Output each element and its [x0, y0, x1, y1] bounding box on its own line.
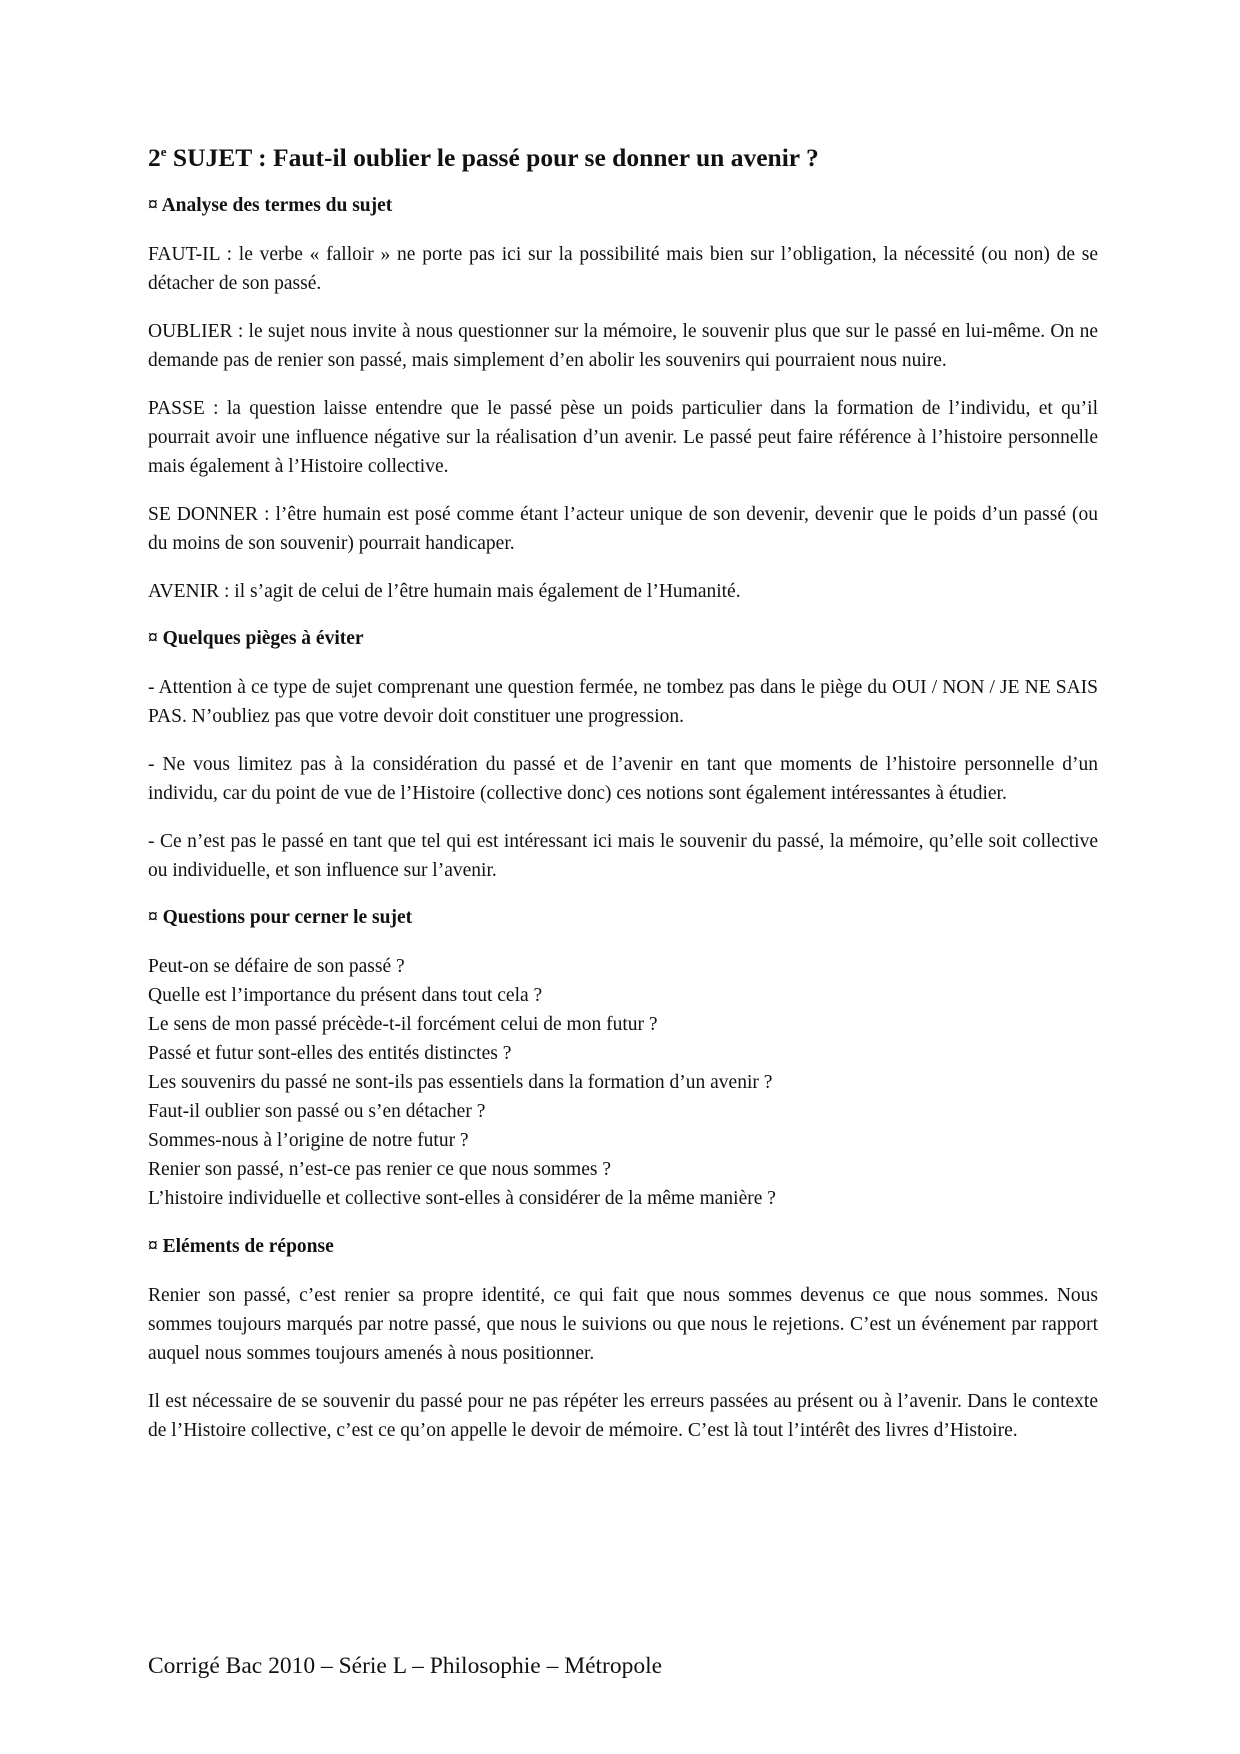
question-item: Le sens de mon passé précède-t-il forcément celui de mon futur ? — [148, 1014, 658, 1035]
answer-paragraph: Il est nécessaire de se souvenir du passé pour ne pas répéter les erreurs passées au présent ou à l’avenir. Dans le contexte de l’Histoire collective, c’est ce qu’on appelle le devoir de mémoire. C’est là tout l’intérêt des livres d’Histoire. — [148, 1391, 1098, 1441]
question-item: Renier son passé, n’est-ce pas renier ce que nous sommes ? — [148, 1159, 611, 1180]
section-marker: ¤ — [148, 195, 158, 216]
question-item: Peut-on se défaire de son passé ? — [148, 956, 405, 977]
question-item: Passé et futur sont-elles des entités distinctes ? — [148, 1043, 512, 1064]
title-number: 2 — [148, 143, 161, 172]
section-marker: ¤ — [148, 907, 158, 928]
page-footer: Corrigé Bac 2010 – Série L – Philosophie – Métropole — [148, 1653, 663, 1679]
section-heading-text: Analyse des termes du sujet — [161, 195, 393, 216]
title-text: SUJET : Faut-il oublier le passé pour se donner un avenir ? — [166, 143, 819, 172]
section-heading-analysis — [148, 192, 1098, 220]
term-passe: PASSE : la question laisse entendre que le passé pèse un poids particulier dans la formation de l’individu, et qu’il pourrait avoir une influence négative sur la réalisation d’un avenir. Le passé peut faire référence à l’histoire personnelle mais également à l’Histoire collective. — [148, 398, 1098, 477]
pitfall-item: - Attention à ce type de sujet comprenant une question fermée, ne tombez pas dans le piège du OUI / NON / JE NE SAIS PAS. N’oubliez pas que votre devoir doit constituer une progression. — [148, 677, 1098, 727]
section-marker: ¤ — [148, 1236, 158, 1257]
pitfall-item: - Ce n’est pas le passé en tant que tel qui est intéressant ici mais le souvenir du passé, la mémoire, qu’elle soit collective ou individuelle, et son influence sur l’avenir. — [148, 831, 1098, 881]
section-heading-text: Eléments de réponse — [162, 1236, 334, 1257]
term-oublier: OUBLIER : le sujet nous invite à nous questionner sur la mémoire, le souvenir plus que sur le passé en lui-même. On ne demande pas de renier son passé, mais simplement d’en abolir les souvenirs qui pourraient nous nuire. — [148, 321, 1098, 371]
title-superscript: e — [160, 144, 167, 159]
question-item: Sommes-nous à l’origine de notre futur ? — [148, 1130, 469, 1151]
page-title — [148, 140, 1098, 176]
section-heading-text: Questions pour cerner le sujet — [162, 907, 413, 928]
section-heading-answers — [148, 1233, 1098, 1261]
document-page — [148, 140, 1098, 1464]
question-item: Les souvenirs du passé ne sont-ils pas essentiels dans la formation d’un avenir ? — [148, 1072, 773, 1093]
questions-list — [148, 952, 1098, 1213]
answer-paragraph: Renier son passé, c’est renier sa propre identité, ce qui fait que nous sommes devenus ce que nous sommes. Nous sommes toujours marqués par notre passé, que nous le suivions ou que nous le rejetions. C’est un événement par rapport auquel nous sommes toujours amenés à nous positionner. — [148, 1285, 1098, 1364]
pitfall-item: - Ne vous limitez pas à la considération du passé et de l’avenir en tant que moments de l’histoire personnelle d’un individu, car du point de vue de l’Histoire (collective donc) ces notions sont également intéressantes à étudier. — [148, 754, 1098, 804]
section-heading-questions — [148, 904, 1098, 932]
question-item: L’histoire individuelle et collective sont-elles à considérer de la même manière ? — [148, 1188, 776, 1209]
section-heading-text: Quelques pièges à éviter — [162, 628, 364, 649]
section-marker: ¤ — [148, 628, 158, 649]
term-faut-il: FAUT-IL : le verbe « falloir » ne porte pas ici sur la possibilité mais bien sur l’obligation, la nécessité (ou non) de se détacher de son passé. — [148, 244, 1098, 294]
question-item: Faut-il oublier son passé ou s’en détacher ? — [148, 1101, 486, 1122]
term-avenir: AVENIR : il s’agit de celui de l’être humain mais également de l’Humanité. — [148, 581, 741, 602]
question-item: Quelle est l’importance du présent dans tout cela ? — [148, 985, 543, 1006]
section-heading-pitfalls — [148, 625, 1098, 653]
term-se-donner: SE DONNER : l’être humain est posé comme étant l’acteur unique de son devenir, devenir que le poids d’un passé (ou du moins de son souvenir) pourrait handicaper. — [148, 504, 1098, 554]
